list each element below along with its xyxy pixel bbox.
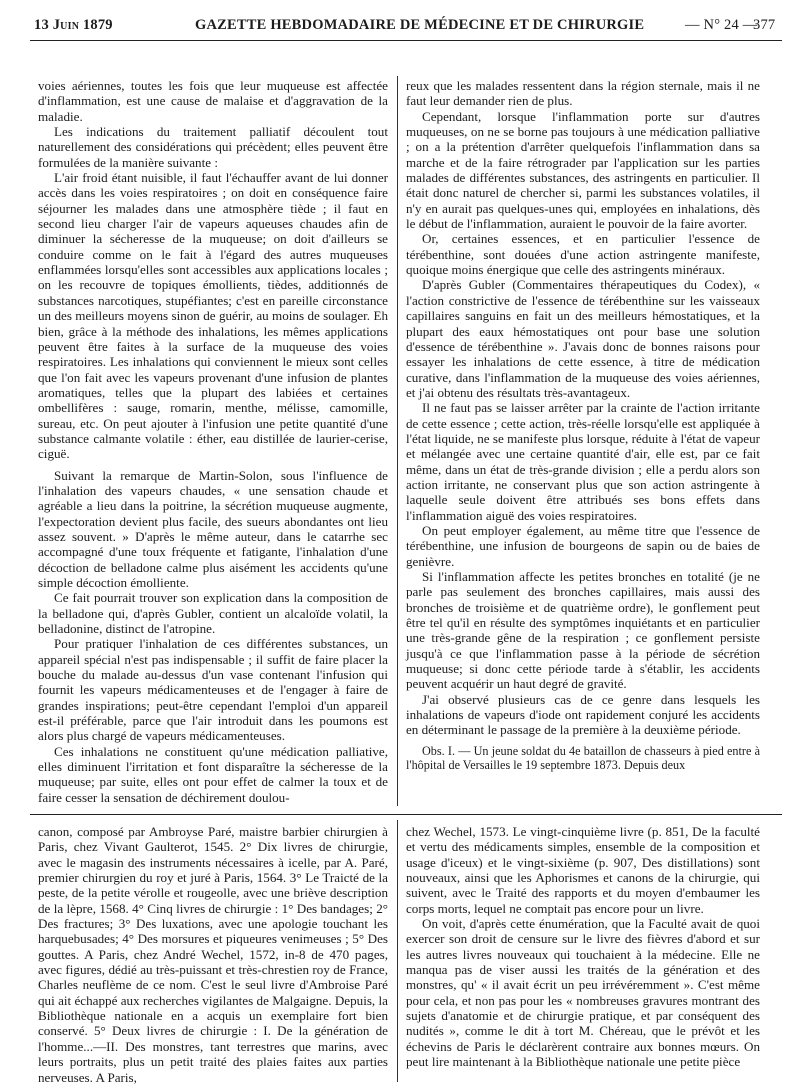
article-column-left (38, 78, 388, 805)
paragraph: Si l'inflammation affecte les petites bronches en totalité (je ne parle pas seulement des bronches capillaires, mais aussi des bronches de troisième et de quatrième ordre), le gonflement peut être tel qu'il en résulte des symptômes inquiétants et en particulier une très-grande gêne de la respiration ; ce gonflement persiste jusqu'à ce que l'inflammation passe à la période de sécrétion muqueuse; si donc cette période tarde à s'établir, les accidents peuvent acquérir un haut degré de gravité. (406, 569, 760, 692)
paragraph: On peut employer également, au même titre que l'essence de térébenthine, une infusion de bourgeons de sapin ou de baies de genièvre. (406, 522, 760, 569)
feuilleton-column-right (406, 824, 760, 1070)
paragraph: J'ai observé plusieurs cas de ce genre dans lesquels les inhalations de vapeurs d'iode ont rapidement conjuré les accidents en déterminant le passage de la première à la deuxième période. (406, 691, 760, 738)
paragraph: Ces inhalations ne constituent qu'une médication palliative, elles diminuent l'irritation et font disparaître la sécheresse de la muqueuse; par suite, elles ont pour effet de calmer la toux et de faire cesser la sensation de déchirement doulou- (38, 743, 388, 805)
paragraph: Cependant, lorsque l'inflammation porte sur d'autres muqueuses, on ne se borne pas toujours à une médication palliative ; on a la prétention d'arrêter quelquefois l'inflammation dans sa marche et de la faire rétrograder par l'application sur les parties malades de différentes substances, des astringents en particulier. Il était donc naturel de chercher si, parmi les substances volatiles, il n'y en aurait pas quelques-unes qui, employées en inhalations, dès le début de l'inflammation, auraient le pouvoir de la faire avorter. (406, 108, 760, 232)
paragraph: chez Wechel, 1573. Le vingt-cinquième livre (p. 851, De la faculté et vertu des médicaments simples, ensemble de la composition et usage d'iceux) et le vingt-sixième (p. 907, Des distillations) sont nouveaux, ainsi que les Aphorismes et canons de la chirurgie, qui suivent, avec le Traité des rapports et du moyen d'embaumer les corps morts, lequel ne comptait pas encore pour un livre. (406, 824, 760, 916)
paragraph: Il ne faut pas se laisser arrêter par la crainte de l'action irritante de cette essence ; cette action, très-réelle lorsqu'elle est appliquée à l'état liquide, ne se manifeste plus lorsque, réduite à l'état de vapeur et mélangée avec une certaine quantité d'air, elle est, par ce fait même, dans un état de très-grande division ; elle a perdu alors son action irritante, ne conservant plus que son action astringente à laquelle seule doivent être attribués ses bons effets dans l'inflammation aiguë des voies respiratoires. (406, 400, 760, 523)
paragraph: Les indications du traitement palliatif découlent tout naturellement des considérations qui précèdent; elles peuvent être formulées de la manière suivante : (38, 124, 388, 170)
header-rule (30, 40, 782, 41)
paragraph: Ce fait pourrait trouver son explication dans la composition de la belladone qui, d'après Gubler, contient un alcaloïde volatil, la belladonine, distinct de l'atropine. (38, 590, 388, 637)
article-column-right (406, 78, 760, 773)
issue-number: — N° 24 — (685, 17, 758, 33)
paragraph: voies aériennes, toutes les fois que leur muqueuse est affectée d'inflammation, est une cause de malaise et d'aggravation de la maladie. (38, 78, 388, 124)
journal-title: GAZETTE HEBDOMADAIRE DE MÉDECINE ET DE CHIRURGIE (195, 17, 645, 33)
paragraph: canon, composé par Ambroyse Paré, maistre barbier chirurgien à Paris, chez Vivant Gaulterot, 1545. 2° Dix livres de chirurgie, avec le magasin des instruments nécessaires à icelle, par A. Paré, premier chirurgien du roy et juré à Paris, 1564. 3° Le Traicté de la peste, de la petite vérolle et rougeolle, avec une briève description de la lèpre, 1568. 4° Cinq livres de chirurgie : 1° Des bandages; 2° Des fractures; 3° Des luxations, avec une apologie touchant les harquebusades; 4° Des morsures et piqueures venimeuses ; 5° Des gouttes. A Paris, chez André Wechel, 1572, in-8 de 470 pages, avec figures, dédié au très-puissant et très-chrestien roy de France, Charles neuflème de ce nom. C'est le seul livre d'Ambroise Paré qui ait échappé aux recherches vigilantes de Malgaigne. Depuis, la Bibliothèque nationale en a acquis un exemplaire fort bien conservé. 5° Deux livres de chirurgie : I. De la génération de l'homme...—II. Des monstres, tant terrestres que marins, avec leurs portraits, plus un petit traité des plaies faites aux parties nerveuses. A Paris, (38, 824, 388, 1085)
paragraph: reux que les malades ressentent dans la région sternale, mais il ne faut leur demander rien de plus. (406, 78, 760, 109)
paragraph: D'après Gubler (Commentaires thérapeutiques du Codex), « l'action constrictive de l'essence de térébenthine sur les vaisseaux capillaires sanguins en fait un des meilleurs hémostatiques, et la plupart des eaux hémostatiques ont pour base une solution d'essence de térébenthine ». J'avais donc de bonnes raisons pour essayer les inhalations de cette essence, à titre de médication curative, dans l'inflammation de la muqueuse des voies aériennes, et j'ai obtenu des résultats très-avantageux. (406, 277, 760, 400)
running-header (30, 14, 782, 38)
column-divider (397, 76, 398, 806)
paragraph: Pour pratiquer l'inhalation de ces différentes substances, un appareil spécial n'est pas indispensable ; il suffit de faire placer la bouche du malade au-dessus d'un vase contenant l'infusion qui fournit les vapeurs médicamenteuses et de l'engager à faire de grandes inspirations; peut-être cependant l'emploi d'un appareil est-il préférable, parce que l'air introduit dans les poumons est alors plus chargé de vapeurs médicamenteuses. (38, 636, 388, 744)
issue-date: 13 Juin 1879 (34, 17, 113, 33)
column-divider (397, 820, 398, 1082)
paragraph: On voit, d'après cette énumération, que la Faculté avait de quoi exercer son droit de censure sur le livre des fièvres d'abord et sur les autres livres nouveaux qui touchaient à la médecine. Elle ne manqua pas de viser aussi les traités de la génération et des monstres, qu' « il avait écrit un peu irrévéremment ». C'est même pour cela, et non pas pour les « nombreuses gravures montrant des sujets d'anatomie et de chirurgie pratique, et par conséquent des nudités », comme le dit à tort M. Chéreau, que le prévôt et les échevins de Paris le déclarèrent contraire aux bonnes mœurs. On peut lire maintenant à la Bibliothèque nationale une petite pièce (406, 916, 760, 1070)
feuilleton-column-left (38, 824, 388, 1085)
page-number: 377 (753, 17, 776, 33)
feuilleton-rule (30, 814, 782, 815)
paragraph: Or, certaines essences, et en particulier l'essence de térébenthine, sont douées d'une action astringente manifeste, quoique moins énergique que celle des astringents minéraux. (406, 231, 760, 278)
observation-paragraph: Obs. I. — Un jeune soldat du 4e bataillon de chasseurs à pied entre à l'hôpital de Versailles le 19 septembre 1873. Depuis deux (406, 743, 760, 773)
paragraph: Suivant la remarque de Martin-Solon, sous l'influence de l'inhalation des vapeurs chaudes, « une sensation chaude et agréable a lieu dans la poitrine, la sécrétion muqueuse augmente, l'expectoration devient plus facile, des sueurs abondantes ont lieu assez souvent. » D'après le même auteur, dans le catarrhe sec accompagné d'une toux fréquente et fatigante, l'inhalation d'une décoction de belladone calme plus aisément les accidents qu'une simple décoction émolliente. (38, 467, 388, 590)
paragraph: L'air froid étant nuisible, il faut l'échauffer avant de lui donner accès dans les voies respiratoires ; on doit en conséquence faire séjourner les malades dans une atmosphère tiède ; il faut en second lieu charger l'air de vapeurs aqueuses chaudes afin de diminuer la sécheresse de la muqueuse; on doit d'ailleurs se conduire comme on le fait à l'égard des autres muqueuses enflammées lorsqu'elles sont accessibles aux applications locales ; on les recouvre de topiques émollients, tièdes, additionnés de substances narcotiques, stupéfiantes; c'est en pareille circonstance un des meilleurs moyens sinon de guérir, au moins de soulager. Eh bien, grâce à la méthode des inhalations, les mêmes applications peuvent être faites à la surface de la muqueuse des voies respiratoires. Les inhalations qui conviennent le mieux sont celles que l'on fait avec les vapeurs provenant d'une infusion de plantes aromatiques, telles que la plupart des labiées et certaines ombellifères : sauge, romarin, menthe, mélisse, camomille, sureau, etc. On peut ajouter à l'infusion une petite quantité d'une substance calmante volatile : éther, eau distillée de laurier-cerise, ciguë. (38, 170, 388, 462)
